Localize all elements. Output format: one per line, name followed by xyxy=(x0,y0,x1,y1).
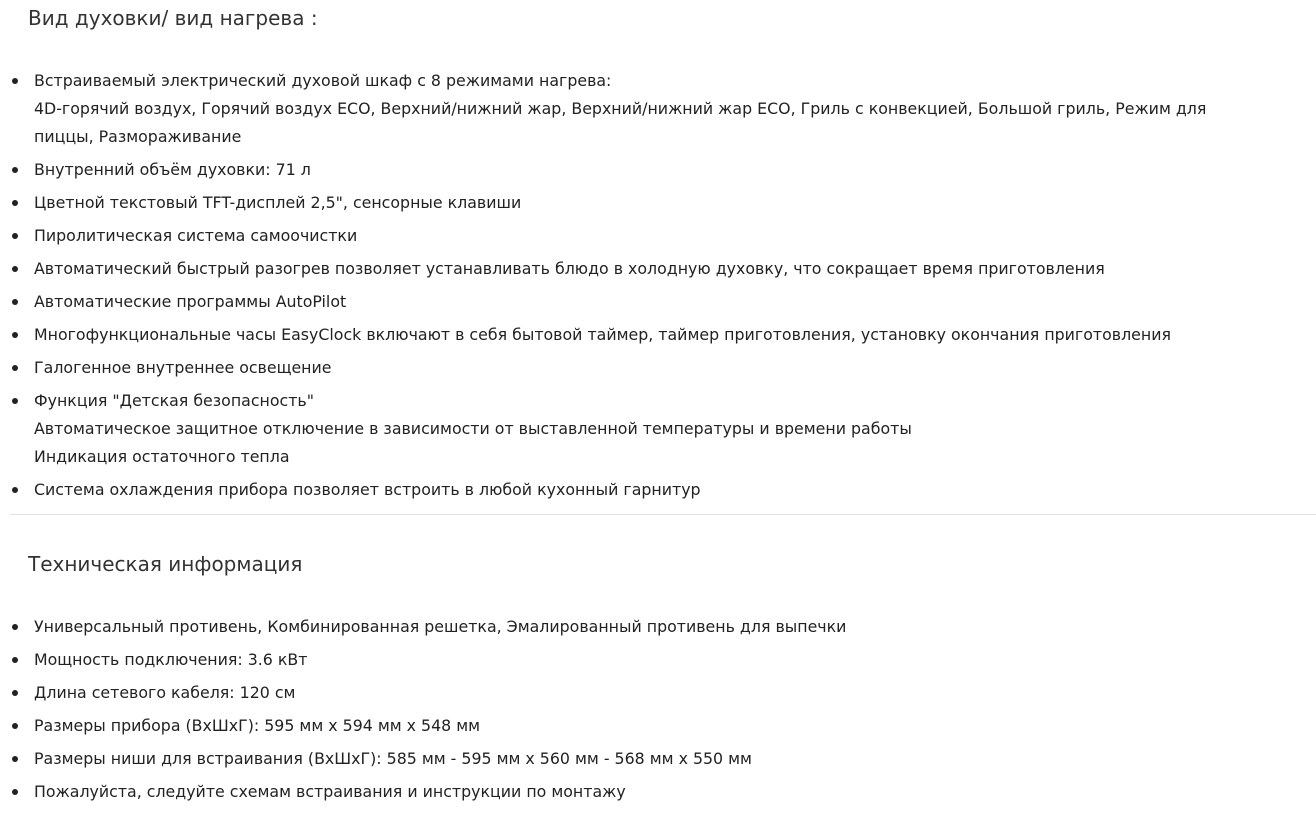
list-item-text: Автоматическое защитное отключение в зависимости от выставленной температуры и времени работы xyxy=(34,419,912,438)
bullet-icon xyxy=(12,299,18,305)
list-item xyxy=(0,222,1316,250)
list-item xyxy=(0,67,1316,151)
bullet-icon xyxy=(12,78,18,84)
section-title-technical-info: Техническая информация xyxy=(28,552,303,576)
list-item-text: Внутренний объём духовки: 71 л xyxy=(34,160,311,179)
list-item-text: Мощность подключения: 3.6 кВт xyxy=(34,650,308,669)
section-title-oven-type: Вид духовки/ вид нагрева : xyxy=(28,6,318,30)
list-item xyxy=(0,189,1316,217)
technical-info-list xyxy=(0,613,1316,811)
oven-features-list xyxy=(0,67,1316,509)
list-item-text: Пиролитическая система самоочистки xyxy=(34,226,358,245)
list-item-text: Размеры прибора (ВхШхГ): 595 мм x 594 мм x 548 мм xyxy=(34,716,481,735)
list-item xyxy=(0,613,1316,641)
list-item xyxy=(0,321,1316,349)
bullet-icon xyxy=(12,365,18,371)
bullet-icon xyxy=(12,266,18,272)
bullet-icon xyxy=(12,624,18,630)
list-item xyxy=(0,288,1316,316)
bullet-icon xyxy=(12,756,18,762)
bullet-icon xyxy=(12,167,18,173)
bullet-icon xyxy=(12,233,18,239)
bullet-icon xyxy=(12,398,18,404)
bullet-icon xyxy=(12,487,18,493)
list-item-text: Универсальный противень, Комбинированная решетка, Эмалированный противень для выпечки xyxy=(34,617,847,636)
list-item-text: пиццы, Размораживание xyxy=(34,127,242,146)
bullet-icon xyxy=(12,723,18,729)
list-item xyxy=(0,679,1316,707)
list-item xyxy=(0,387,1316,471)
list-item-text: Автоматические программы AutoPilot xyxy=(34,292,347,311)
list-item xyxy=(0,476,1316,504)
list-item-text: Индикация остаточного тепла xyxy=(34,447,290,466)
bullet-icon xyxy=(12,657,18,663)
list-item-text: Функция "Детская безопасность" xyxy=(34,391,314,410)
list-item xyxy=(0,712,1316,740)
list-item-text: Автоматический быстрый разогрев позволяет устанавливать блюдо в холодную духовку, что сокращает время приготовления xyxy=(34,259,1105,278)
list-item xyxy=(0,778,1316,806)
list-item xyxy=(0,354,1316,382)
bullet-icon xyxy=(12,332,18,338)
list-item-text: Длина сетевого кабеля: 120 см xyxy=(34,683,296,702)
list-item xyxy=(0,156,1316,184)
bullet-icon xyxy=(12,789,18,795)
list-item-text: Многофункциональные часы EasyClock включают в себя бытовой таймер, таймер приготовления, установку окончания приготовления xyxy=(34,325,1171,344)
list-item xyxy=(0,646,1316,674)
list-item-text: Цветной текстовый TFT-дисплей 2,5", сенсорные клавиши xyxy=(34,193,522,212)
list-item xyxy=(0,255,1316,283)
list-item-text: Встраиваемый электрический духовой шкаф с 8 режимами нагрева: xyxy=(34,71,612,90)
list-item-text: Галогенное внутреннее освещение xyxy=(34,358,332,377)
list-item-text: Пожалуйста, следуйте схемам встраивания и инструкции по монтажу xyxy=(34,782,626,801)
section-divider xyxy=(10,514,1316,515)
list-item-text: Система охлаждения прибора позволяет встроить в любой кухонный гарнитур xyxy=(34,480,701,499)
bullet-icon xyxy=(12,690,18,696)
bullet-icon xyxy=(12,200,18,206)
list-item xyxy=(0,745,1316,773)
list-item-text: 4D-горячий воздух, Горячий воздух ECO, Верхний/нижний жар, Верхний/нижний жар ECO, Гриль с конвекцией, Большой гриль, Режим для xyxy=(34,99,1207,118)
list-item-text: Размеры ниши для встраивания (ВхШхГ): 585 мм - 595 мм x 560 мм - 568 мм x 550 мм xyxy=(34,749,752,768)
